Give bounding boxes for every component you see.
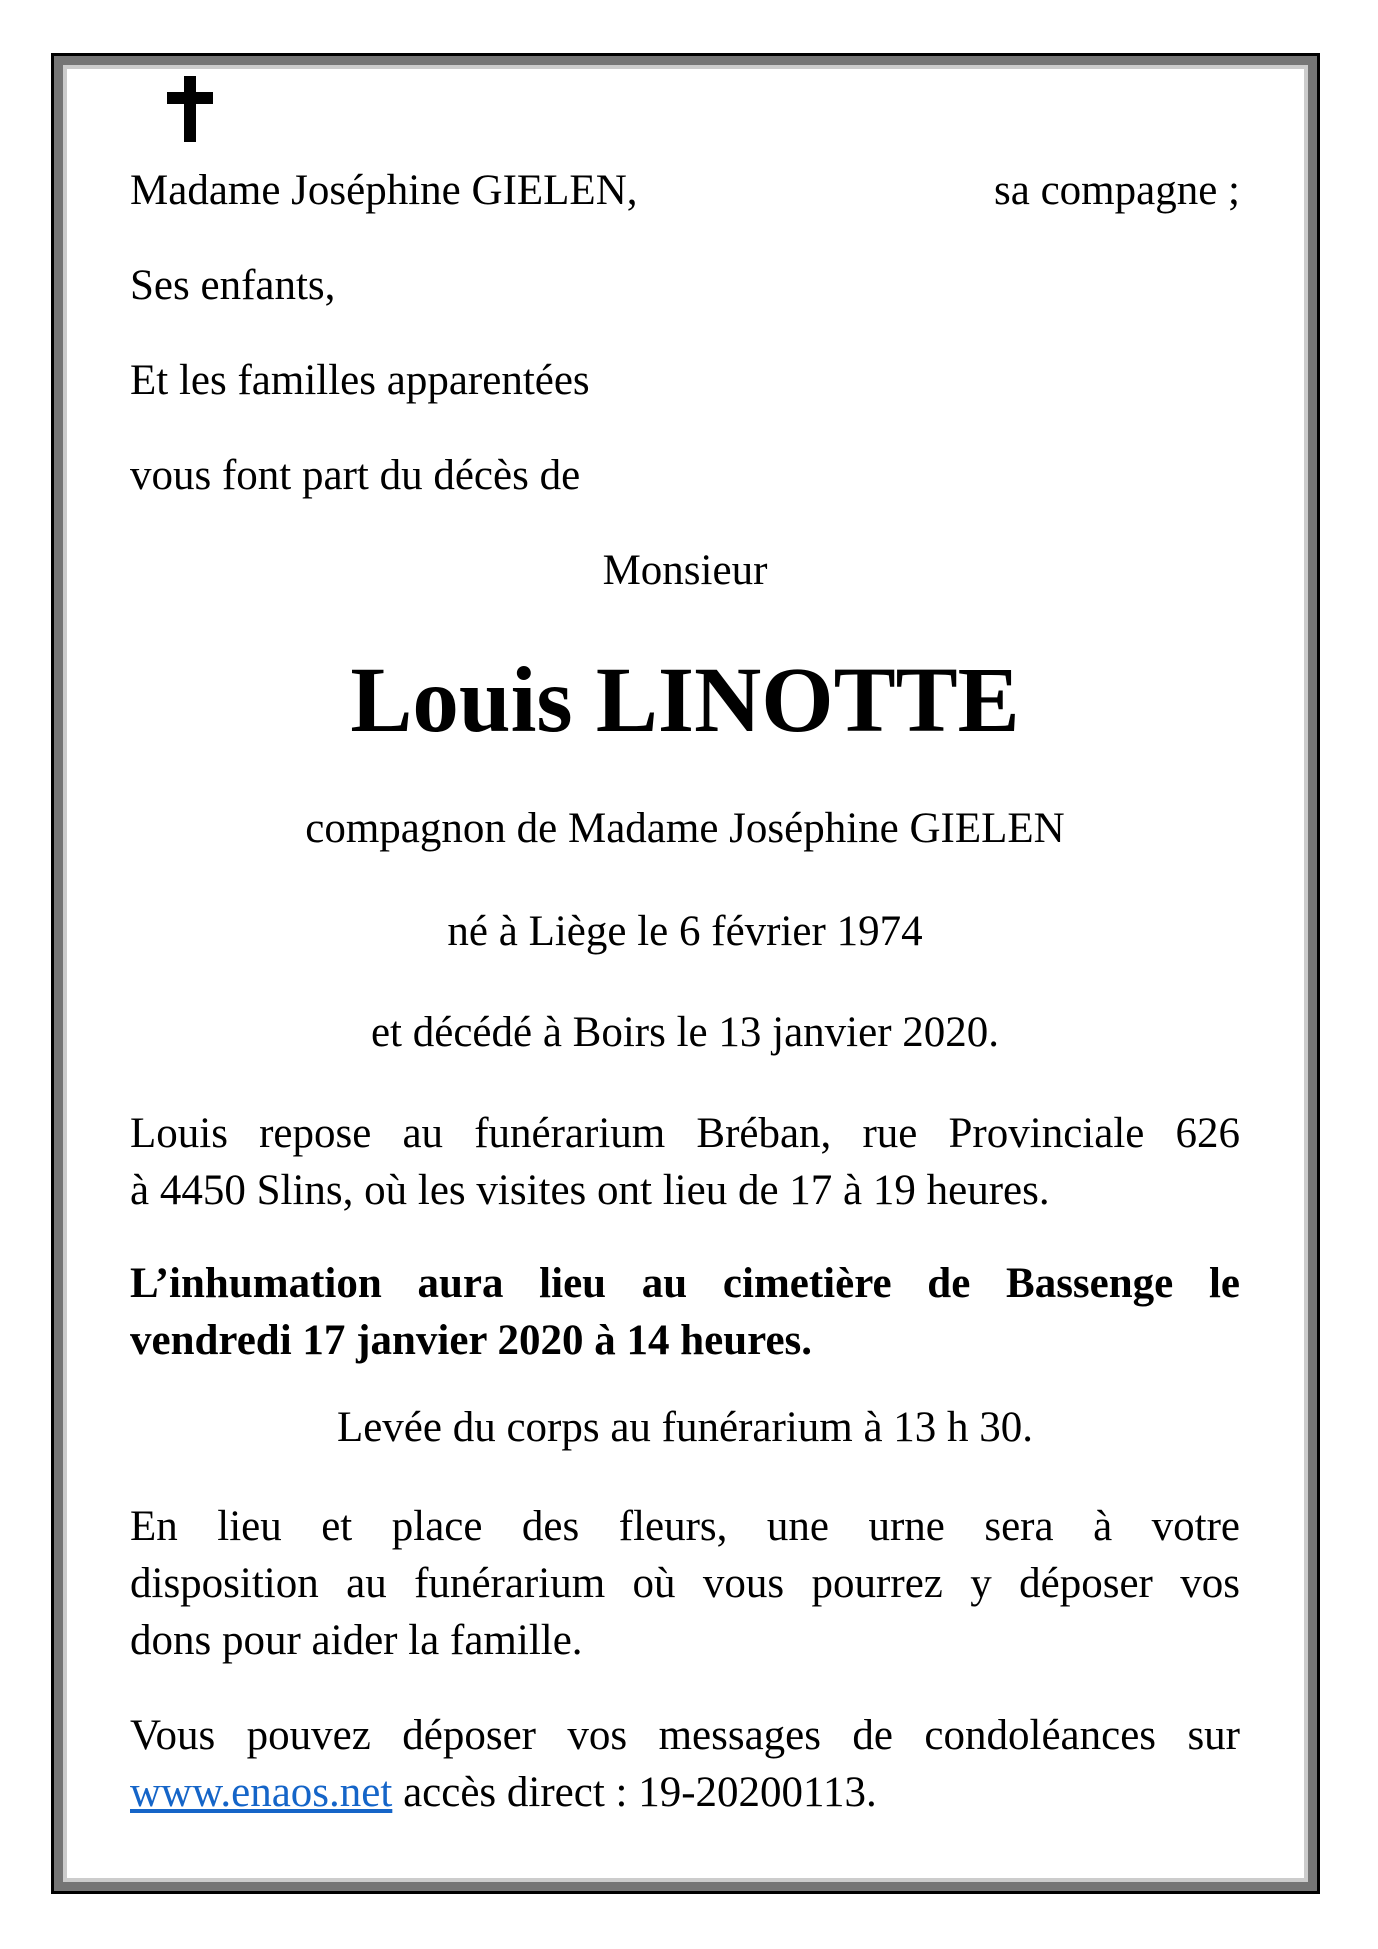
intro-line-children: Ses enfants, xyxy=(130,262,336,309)
intro-line-companion xyxy=(130,162,1240,219)
burial-paragraph xyxy=(130,1255,1240,1369)
donation-paragraph xyxy=(130,1498,1240,1669)
levee-du-corps-line: Levée du corps au funérarium à 13 h 30. xyxy=(336,1404,1034,1451)
deceased-death: et décédé à Boirs le 13 janvier 2020. xyxy=(370,1009,1000,1056)
decorative-frame-gray xyxy=(54,56,1317,1891)
companion-relation: sa compagne ; xyxy=(994,167,1240,214)
repose-line-1: Louis repose au funérarium Bréban, rue Provinciale 626 xyxy=(130,1110,1240,1157)
burial-line-1: L’inhumation aura lieu au cimetière de Bassenge le xyxy=(130,1260,1240,1307)
announcement-content xyxy=(67,69,1304,1878)
deceased-name: Louis LINOTTE xyxy=(350,649,1020,752)
condolences-paragraph xyxy=(130,1707,1240,1821)
deceased-relation: compagnon de Madame Joséphine GIELEN xyxy=(305,805,1065,852)
companion-name: Madame Joséphine GIELEN, xyxy=(130,167,638,214)
condolences-line-1: Vous pouvez déposer vos messages de condoléances sur xyxy=(130,1712,1240,1759)
decorative-frame-inner xyxy=(63,65,1308,1882)
burial-line-2: vendredi 17 janvier 2020 à 14 heures. xyxy=(130,1317,813,1364)
intro-line-families: Et les familles apparentées xyxy=(130,357,590,404)
donation-line-3: dons pour aider la famille. xyxy=(130,1617,583,1664)
condolences-line-2 xyxy=(130,1764,1240,1821)
deceased-birth: né à Liège le 6 février 1974 xyxy=(447,908,923,955)
intro-line-announce: vous font part du décès de xyxy=(130,452,581,499)
latin-cross-icon xyxy=(167,76,1240,142)
repose-line-2: à 4450 Slins, où les visites ont lieu de 17 à 19 heures. xyxy=(130,1167,1050,1214)
enaos-website-link[interactable]: www.enaos.net xyxy=(130,1769,393,1816)
decorative-frame-outer xyxy=(51,53,1320,1894)
access-code-text: accès direct : 19-20200113. xyxy=(392,1769,877,1816)
repose-paragraph xyxy=(130,1105,1240,1219)
donation-line-2: disposition au funérarium où vous pourrez y déposer vos xyxy=(130,1560,1240,1607)
deceased-title: Monsieur xyxy=(602,547,768,594)
donation-line-1: En lieu et place des fleurs, une urne sera à votre xyxy=(130,1503,1240,1550)
